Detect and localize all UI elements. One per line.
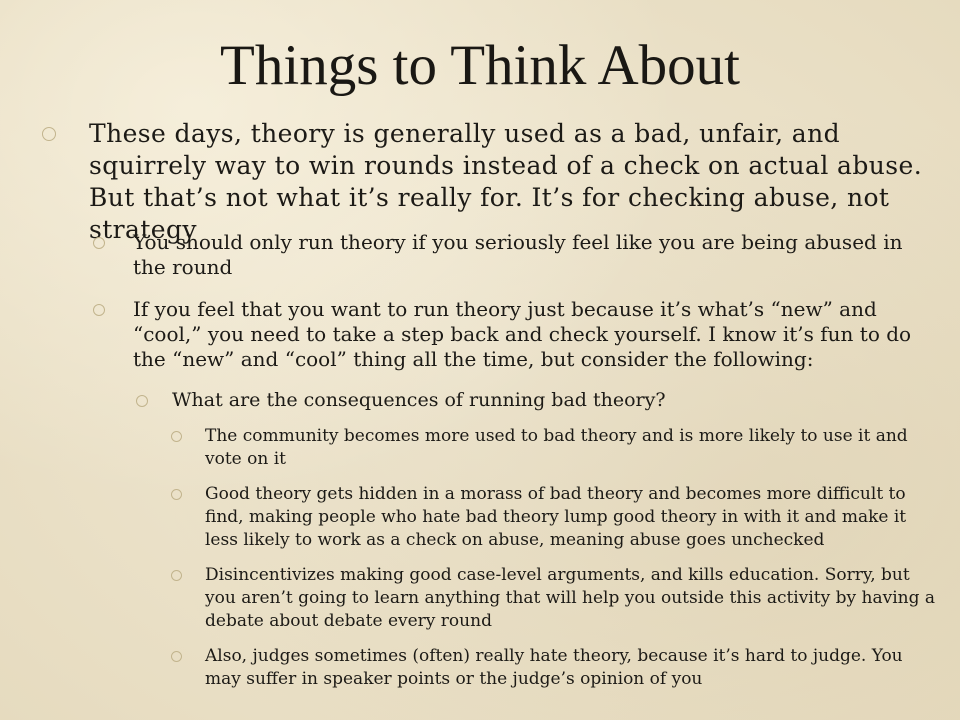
bullet-text: What are the consequences of running bad theory?: [172, 389, 666, 411]
bullet-level-4: [205, 483, 940, 552]
hollow-circle-bullet-icon: [42, 127, 56, 141]
hollow-circle-bullet-icon: [93, 237, 105, 249]
bullet-text: The community becomes more used to bad theory and is more likely to use it and vote on it: [205, 426, 908, 469]
bullet-level-3: [172, 388, 912, 413]
slide-title: Things to Think About: [220, 34, 740, 97]
bullet-text: You should only run theory if you seriously feel like you are being abused in the round: [133, 230, 903, 279]
hollow-circle-bullet-icon: [136, 395, 148, 407]
hollow-circle-bullet-icon: [171, 651, 182, 662]
bullet-level-4: [205, 425, 940, 471]
hollow-circle-bullet-icon: [93, 304, 105, 316]
bullet-text: These days, theory is generally used as a bad, unfair, and squirrely way to win rounds instead of a check on actual abuse. But that’s not what it’s really for. It’s for checking abuse, not strategy: [89, 119, 923, 244]
bullet-text: Good theory gets hidden in a morass of bad theory and becomes more difficult to find, making people who hate bad theory lump good theory in with it and make it less likely to work as a check on abuse, meaning abuse goes unchecked: [205, 484, 907, 550]
bullet-level-2: [133, 297, 913, 372]
bullet-level-4: [205, 564, 940, 633]
bullet-level-2: [133, 230, 913, 280]
bullet-text: Disincentivizes making good case-level arguments, and kills education. Sorry, but you aren’t going to learn anything that will help you outside this activity by having a debate about debate every round: [205, 565, 936, 631]
bullet-level-4: [205, 645, 940, 691]
bullet-text: If you feel that you want to run theory just because it’s what’s “new” and “cool,” you need to take a step back and check yourself. I know it’s fun to do the “new” and “cool” thing all the time, but consider the following:: [133, 297, 912, 371]
hollow-circle-bullet-icon: [171, 489, 182, 500]
bullet-level-1: [89, 118, 929, 246]
hollow-circle-bullet-icon: [171, 570, 182, 581]
bullet-text: Also, judges sometimes (often) really hate theory, because it’s hard to judge. You may suffer in speaker points or the judge’s opinion of you: [205, 646, 903, 689]
hollow-circle-bullet-icon: [171, 431, 182, 442]
